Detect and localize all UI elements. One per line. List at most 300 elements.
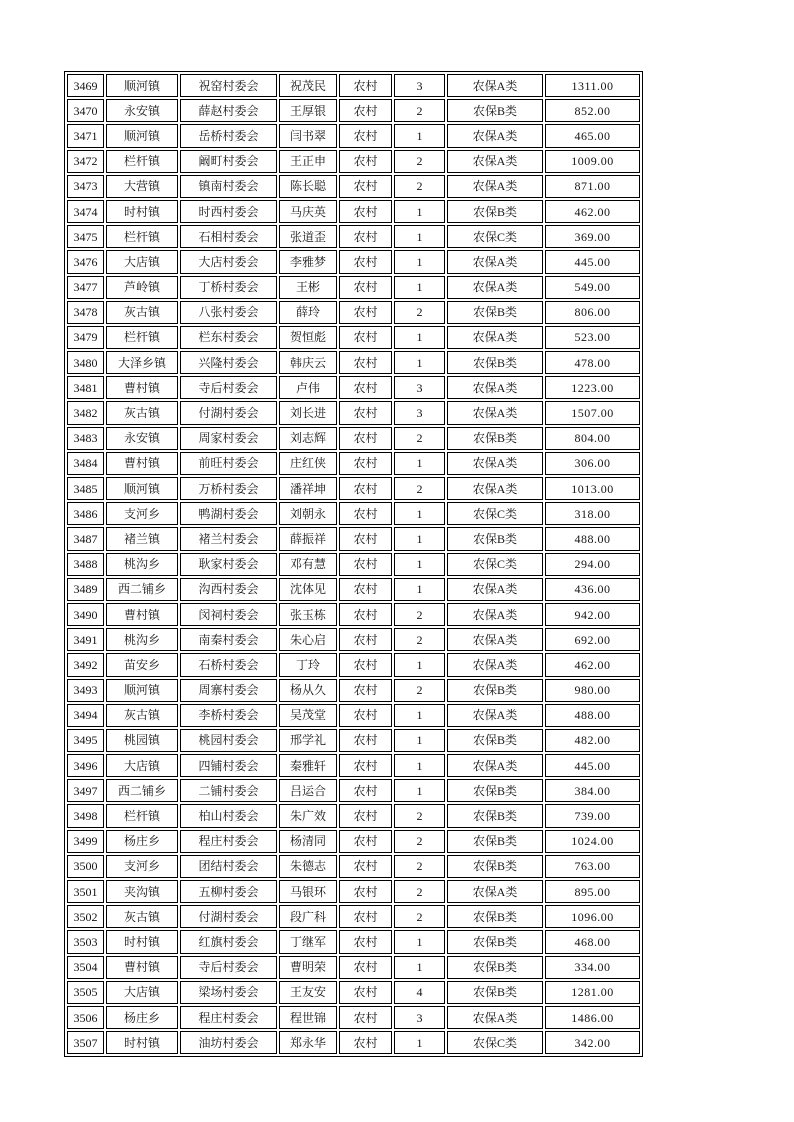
serial-number-cell: 3483 [67, 427, 104, 450]
town-cell: 大店镇 [106, 250, 178, 273]
serial-number-cell: 3469 [67, 74, 104, 97]
residence-type-cell: 农村 [339, 250, 392, 273]
amount-cell: 1311.00 [545, 74, 640, 97]
insurance-category-cell: 农保B类 [447, 905, 543, 928]
residence-type-cell: 农村 [339, 553, 392, 576]
amount-cell: 1507.00 [545, 401, 640, 424]
village-committee-cell: 兴隆村委会 [180, 351, 277, 374]
person-count-cell: 1 [394, 704, 445, 727]
table-row [67, 628, 640, 651]
village-committee-cell: 石相村委会 [180, 225, 277, 248]
serial-number-cell: 3498 [67, 804, 104, 827]
amount-cell: 549.00 [545, 276, 640, 299]
person-count-cell: 1 [394, 527, 445, 550]
town-cell: 永安镇 [106, 99, 178, 122]
serial-number-cell: 3488 [67, 553, 104, 576]
person-name-cell: 潘祥坤 [279, 477, 337, 500]
insurance-category-cell: 农保A类 [447, 628, 543, 651]
serial-number-cell: 3499 [67, 830, 104, 853]
village-committee-cell: 程庄村委会 [180, 1006, 277, 1029]
person-count-cell: 4 [394, 981, 445, 1004]
serial-number-cell: 3477 [67, 276, 104, 299]
residence-type-cell: 农村 [339, 956, 392, 979]
amount-cell: 318.00 [545, 502, 640, 525]
town-cell: 杨庄乡 [106, 1006, 178, 1029]
town-cell: 灰古镇 [106, 301, 178, 324]
table-row [67, 401, 640, 424]
village-committee-cell: 大店村委会 [180, 250, 277, 273]
insurance-category-cell: 农保B类 [447, 301, 543, 324]
table-row [67, 477, 640, 500]
village-committee-cell: 周寨村委会 [180, 679, 277, 702]
residence-type-cell: 农村 [339, 905, 392, 928]
table-row [67, 603, 640, 626]
amount-cell: 478.00 [545, 351, 640, 374]
amount-cell: 1024.00 [545, 830, 640, 853]
table-row [67, 225, 640, 248]
amount-cell: 1281.00 [545, 981, 640, 1004]
town-cell: 褚兰镇 [106, 527, 178, 550]
person-name-cell: 刘志辉 [279, 427, 337, 450]
person-count-cell: 2 [394, 679, 445, 702]
person-name-cell: 杨从久 [279, 679, 337, 702]
person-name-cell: 王厚银 [279, 99, 337, 122]
town-cell: 桃园镇 [106, 729, 178, 752]
serial-number-cell: 3489 [67, 578, 104, 601]
village-committee-cell: 沟西村委会 [180, 578, 277, 601]
person-count-cell: 2 [394, 427, 445, 450]
person-name-cell: 马庆英 [279, 200, 337, 223]
residence-type-cell: 农村 [339, 401, 392, 424]
serial-number-cell: 3482 [67, 401, 104, 424]
person-count-cell: 1 [394, 124, 445, 147]
village-committee-cell: 付湖村委会 [180, 905, 277, 928]
serial-number-cell: 3487 [67, 527, 104, 550]
table-row [67, 326, 640, 349]
residence-type-cell: 农村 [339, 301, 392, 324]
serial-number-cell: 3492 [67, 653, 104, 676]
person-count-cell: 3 [394, 376, 445, 399]
table-row [67, 452, 640, 475]
table-row [67, 754, 640, 777]
residence-type-cell: 农村 [339, 704, 392, 727]
town-cell: 灰古镇 [106, 905, 178, 928]
serial-number-cell: 3484 [67, 452, 104, 475]
residence-type-cell: 农村 [339, 225, 392, 248]
serial-number-cell: 3486 [67, 502, 104, 525]
person-count-cell: 1 [394, 729, 445, 752]
person-name-cell: 朱心启 [279, 628, 337, 651]
amount-cell: 1486.00 [545, 1006, 640, 1029]
table-body [67, 74, 640, 1054]
table-row [67, 276, 640, 299]
town-cell: 栏杆镇 [106, 225, 178, 248]
person-count-cell: 1 [394, 200, 445, 223]
town-cell: 曹村镇 [106, 376, 178, 399]
person-name-cell: 李雅梦 [279, 250, 337, 273]
table-row [67, 553, 640, 576]
insurance-category-cell: 农保A类 [447, 704, 543, 727]
village-committee-cell: 五柳村委会 [180, 880, 277, 903]
person-count-cell: 1 [394, 452, 445, 475]
residence-type-cell: 农村 [339, 452, 392, 475]
village-committee-cell: 丁桥村委会 [180, 276, 277, 299]
amount-cell: 942.00 [545, 603, 640, 626]
village-committee-cell: 团结村委会 [180, 855, 277, 878]
residence-type-cell: 农村 [339, 578, 392, 601]
residence-type-cell: 农村 [339, 351, 392, 374]
person-name-cell: 薛振祥 [279, 527, 337, 550]
table-row [67, 905, 640, 928]
serial-number-cell: 3475 [67, 225, 104, 248]
amount-cell: 895.00 [545, 880, 640, 903]
person-count-cell: 2 [394, 804, 445, 827]
person-name-cell: 贺恒彪 [279, 326, 337, 349]
amount-cell: 980.00 [545, 679, 640, 702]
residence-type-cell: 农村 [339, 276, 392, 299]
amount-cell: 445.00 [545, 250, 640, 273]
person-count-cell: 3 [394, 401, 445, 424]
person-name-cell: 刘长进 [279, 401, 337, 424]
serial-number-cell: 3506 [67, 1006, 104, 1029]
table-row [67, 704, 640, 727]
insurance-category-cell: 农保A类 [447, 653, 543, 676]
amount-cell: 384.00 [545, 779, 640, 802]
person-count-cell: 2 [394, 301, 445, 324]
residence-type-cell: 农村 [339, 74, 392, 97]
amount-cell: 806.00 [545, 301, 640, 324]
residence-type-cell: 农村 [339, 427, 392, 450]
village-committee-cell: 八张村委会 [180, 301, 277, 324]
serial-number-cell: 3497 [67, 779, 104, 802]
amount-cell: 692.00 [545, 628, 640, 651]
village-committee-cell: 栏东村委会 [180, 326, 277, 349]
insurance-category-cell: 农保B类 [447, 981, 543, 1004]
village-committee-cell: 耿家村委会 [180, 553, 277, 576]
village-committee-cell: 李桥村委会 [180, 704, 277, 727]
person-name-cell: 邓有慧 [279, 553, 337, 576]
person-name-cell: 闫书翠 [279, 124, 337, 147]
village-committee-cell: 桃园村委会 [180, 729, 277, 752]
insurance-category-cell: 农保B类 [447, 804, 543, 827]
table-row [67, 301, 640, 324]
person-count-cell: 1 [394, 930, 445, 953]
residence-type-cell: 农村 [339, 326, 392, 349]
insurance-category-cell: 农保B类 [447, 930, 543, 953]
person-name-cell: 朱广效 [279, 804, 337, 827]
village-committee-cell: 鸭湖村委会 [180, 502, 277, 525]
amount-cell: 488.00 [545, 704, 640, 727]
residence-type-cell: 农村 [339, 653, 392, 676]
town-cell: 顺河镇 [106, 124, 178, 147]
person-count-cell: 3 [394, 74, 445, 97]
person-count-cell: 2 [394, 150, 445, 173]
village-committee-cell: 寺后村委会 [180, 376, 277, 399]
residence-type-cell: 农村 [339, 527, 392, 550]
person-name-cell: 杨清同 [279, 830, 337, 853]
serial-number-cell: 3490 [67, 603, 104, 626]
insurance-category-cell: 农保B类 [447, 527, 543, 550]
town-cell: 夹沟镇 [106, 880, 178, 903]
serial-number-cell: 3470 [67, 99, 104, 122]
village-committee-cell: 石桥村委会 [180, 653, 277, 676]
town-cell: 大店镇 [106, 981, 178, 1004]
insurance-category-cell: 农保A类 [447, 401, 543, 424]
insurance-category-cell: 农保B类 [447, 830, 543, 853]
residence-type-cell: 农村 [339, 880, 392, 903]
person-name-cell: 吴茂堂 [279, 704, 337, 727]
person-name-cell: 秦雅轩 [279, 754, 337, 777]
table-row [67, 200, 640, 223]
table-row [67, 427, 640, 450]
person-count-cell: 1 [394, 779, 445, 802]
residence-type-cell: 农村 [339, 628, 392, 651]
amount-cell: 1096.00 [545, 905, 640, 928]
table-row [67, 804, 640, 827]
insurance-category-cell: 农保A类 [447, 578, 543, 601]
amount-cell: 1013.00 [545, 477, 640, 500]
town-cell: 曹村镇 [106, 956, 178, 979]
serial-number-cell: 3479 [67, 326, 104, 349]
person-name-cell: 朱德志 [279, 855, 337, 878]
person-name-cell: 庄红侠 [279, 452, 337, 475]
residence-type-cell: 农村 [339, 477, 392, 500]
insurance-category-cell: 农保A类 [447, 1006, 543, 1029]
table-row [67, 729, 640, 752]
insurance-category-cell: 农保C类 [447, 1031, 543, 1054]
town-cell: 栏杆镇 [106, 804, 178, 827]
insurance-category-cell: 农保C类 [447, 502, 543, 525]
town-cell: 顺河镇 [106, 74, 178, 97]
serial-number-cell: 3471 [67, 124, 104, 147]
person-name-cell: 曹明荣 [279, 956, 337, 979]
table-row [67, 679, 640, 702]
person-name-cell: 丁继军 [279, 930, 337, 953]
serial-number-cell: 3481 [67, 376, 104, 399]
table-row [67, 376, 640, 399]
village-committee-cell: 寺后村委会 [180, 956, 277, 979]
amount-cell: 462.00 [545, 653, 640, 676]
table-row [67, 74, 640, 97]
insurance-category-cell: 农保A类 [447, 124, 543, 147]
amount-cell: 763.00 [545, 855, 640, 878]
table-row [67, 578, 640, 601]
person-count-cell: 1 [394, 351, 445, 374]
person-name-cell: 卢伟 [279, 376, 337, 399]
table-row [67, 830, 640, 853]
insurance-category-cell: 农保C类 [447, 225, 543, 248]
village-committee-cell: 南秦村委会 [180, 628, 277, 651]
person-count-cell: 1 [394, 578, 445, 601]
table-row [67, 175, 640, 198]
residence-type-cell: 农村 [339, 150, 392, 173]
village-committee-cell: 褚兰村委会 [180, 527, 277, 550]
town-cell: 大店镇 [106, 754, 178, 777]
insurance-category-cell: 农保B类 [447, 729, 543, 752]
residence-type-cell: 农村 [339, 754, 392, 777]
serial-number-cell: 3494 [67, 704, 104, 727]
insurance-category-cell: 农保A类 [447, 754, 543, 777]
serial-number-cell: 3480 [67, 351, 104, 374]
town-cell: 曹村镇 [106, 603, 178, 626]
village-committee-cell: 付湖村委会 [180, 401, 277, 424]
residence-type-cell: 农村 [339, 981, 392, 1004]
amount-cell: 369.00 [545, 225, 640, 248]
amount-cell: 334.00 [545, 956, 640, 979]
amount-cell: 306.00 [545, 452, 640, 475]
amount-cell: 804.00 [545, 427, 640, 450]
insurance-category-cell: 农保B类 [447, 956, 543, 979]
village-committee-cell: 程庄村委会 [180, 830, 277, 853]
person-count-cell: 1 [394, 1031, 445, 1054]
table-row [67, 930, 640, 953]
insurance-category-cell: 农保B类 [447, 99, 543, 122]
residence-type-cell: 农村 [339, 175, 392, 198]
person-name-cell: 郑永华 [279, 1031, 337, 1054]
serial-number-cell: 3491 [67, 628, 104, 651]
amount-cell: 871.00 [545, 175, 640, 198]
amount-cell: 1009.00 [545, 150, 640, 173]
serial-number-cell: 3473 [67, 175, 104, 198]
residence-type-cell: 农村 [339, 804, 392, 827]
serial-number-cell: 3478 [67, 301, 104, 324]
residence-type-cell: 农村 [339, 779, 392, 802]
person-count-cell: 2 [394, 628, 445, 651]
village-committee-cell: 闵祠村委会 [180, 603, 277, 626]
table-row [67, 956, 640, 979]
table-row [67, 981, 640, 1004]
table-row [67, 1031, 640, 1054]
residence-type-cell: 农村 [339, 603, 392, 626]
person-name-cell: 吕运合 [279, 779, 337, 802]
town-cell: 灰古镇 [106, 401, 178, 424]
person-name-cell: 马银环 [279, 880, 337, 903]
person-count-cell: 1 [394, 754, 445, 777]
person-count-cell: 1 [394, 225, 445, 248]
town-cell: 时村镇 [106, 1031, 178, 1054]
village-committee-cell: 周家村委会 [180, 427, 277, 450]
serial-number-cell: 3500 [67, 855, 104, 878]
person-count-cell: 2 [394, 880, 445, 903]
residence-type-cell: 农村 [339, 200, 392, 223]
person-count-cell: 1 [394, 276, 445, 299]
serial-number-cell: 3502 [67, 905, 104, 928]
serial-number-cell: 3501 [67, 880, 104, 903]
table-row [67, 250, 640, 273]
insurance-category-cell: 农保A类 [447, 603, 543, 626]
serial-number-cell: 3485 [67, 477, 104, 500]
town-cell: 顺河镇 [106, 477, 178, 500]
person-count-cell: 1 [394, 502, 445, 525]
insurance-category-cell: 农保B类 [447, 679, 543, 702]
person-count-cell: 1 [394, 956, 445, 979]
insurance-category-cell: 农保A类 [447, 74, 543, 97]
records-table [64, 71, 643, 1057]
amount-cell: 465.00 [545, 124, 640, 147]
residence-type-cell: 农村 [339, 679, 392, 702]
person-name-cell: 程世锦 [279, 1006, 337, 1029]
village-committee-cell: 镇南村委会 [180, 175, 277, 198]
town-cell: 桃沟乡 [106, 628, 178, 651]
person-name-cell: 王友安 [279, 981, 337, 1004]
village-committee-cell: 祝窑村委会 [180, 74, 277, 97]
village-committee-cell: 红旗村委会 [180, 930, 277, 953]
table-row [67, 150, 640, 173]
town-cell: 大泽乡镇 [106, 351, 178, 374]
residence-type-cell: 农村 [339, 124, 392, 147]
insurance-category-cell: 农保B类 [447, 351, 543, 374]
village-committee-cell: 万桥村委会 [180, 477, 277, 500]
insurance-category-cell: 农保C类 [447, 553, 543, 576]
person-count-cell: 1 [394, 326, 445, 349]
village-committee-cell: 薛赵村委会 [180, 99, 277, 122]
person-count-cell: 1 [394, 553, 445, 576]
amount-cell: 739.00 [545, 804, 640, 827]
person-count-cell: 2 [394, 175, 445, 198]
person-name-cell: 丁玲 [279, 653, 337, 676]
person-count-cell: 2 [394, 603, 445, 626]
serial-number-cell: 3507 [67, 1031, 104, 1054]
insurance-category-cell: 农保A类 [447, 150, 543, 173]
insurance-category-cell: 农保A类 [447, 326, 543, 349]
residence-type-cell: 农村 [339, 99, 392, 122]
amount-cell: 445.00 [545, 754, 640, 777]
amount-cell: 436.00 [545, 578, 640, 601]
table-row [67, 653, 640, 676]
person-name-cell: 段广科 [279, 905, 337, 928]
person-name-cell: 王彬 [279, 276, 337, 299]
town-cell: 时村镇 [106, 930, 178, 953]
insurance-category-cell: 农保A类 [447, 452, 543, 475]
residence-type-cell: 农村 [339, 830, 392, 853]
person-count-cell: 2 [394, 99, 445, 122]
person-count-cell: 2 [394, 830, 445, 853]
person-name-cell: 刘朝永 [279, 502, 337, 525]
town-cell: 苗安乡 [106, 653, 178, 676]
serial-number-cell: 3493 [67, 679, 104, 702]
serial-number-cell: 3504 [67, 956, 104, 979]
town-cell: 栏杆镇 [106, 150, 178, 173]
village-committee-cell: 时西村委会 [180, 200, 277, 223]
table-row [67, 99, 640, 122]
person-name-cell: 薛玲 [279, 301, 337, 324]
insurance-category-cell: 农保B类 [447, 200, 543, 223]
person-count-cell: 1 [394, 250, 445, 273]
residence-type-cell: 农村 [339, 1031, 392, 1054]
person-name-cell: 沈体见 [279, 578, 337, 601]
village-committee-cell: 阚町村委会 [180, 150, 277, 173]
person-name-cell: 邢学礼 [279, 729, 337, 752]
amount-cell: 1223.00 [545, 376, 640, 399]
person-count-cell: 2 [394, 855, 445, 878]
insurance-category-cell: 农保A类 [447, 477, 543, 500]
town-cell: 杨庄乡 [106, 830, 178, 853]
table-row [67, 855, 640, 878]
table-row [67, 779, 640, 802]
town-cell: 芦岭镇 [106, 276, 178, 299]
residence-type-cell: 农村 [339, 1006, 392, 1029]
town-cell: 顺河镇 [106, 679, 178, 702]
residence-type-cell: 农村 [339, 376, 392, 399]
person-name-cell: 张玉栋 [279, 603, 337, 626]
town-cell: 大营镇 [106, 175, 178, 198]
village-committee-cell: 二铺村委会 [180, 779, 277, 802]
serial-number-cell: 3495 [67, 729, 104, 752]
amount-cell: 462.00 [545, 200, 640, 223]
person-count-cell: 3 [394, 1006, 445, 1029]
insurance-category-cell: 农保A类 [447, 376, 543, 399]
village-committee-cell: 四铺村委会 [180, 754, 277, 777]
